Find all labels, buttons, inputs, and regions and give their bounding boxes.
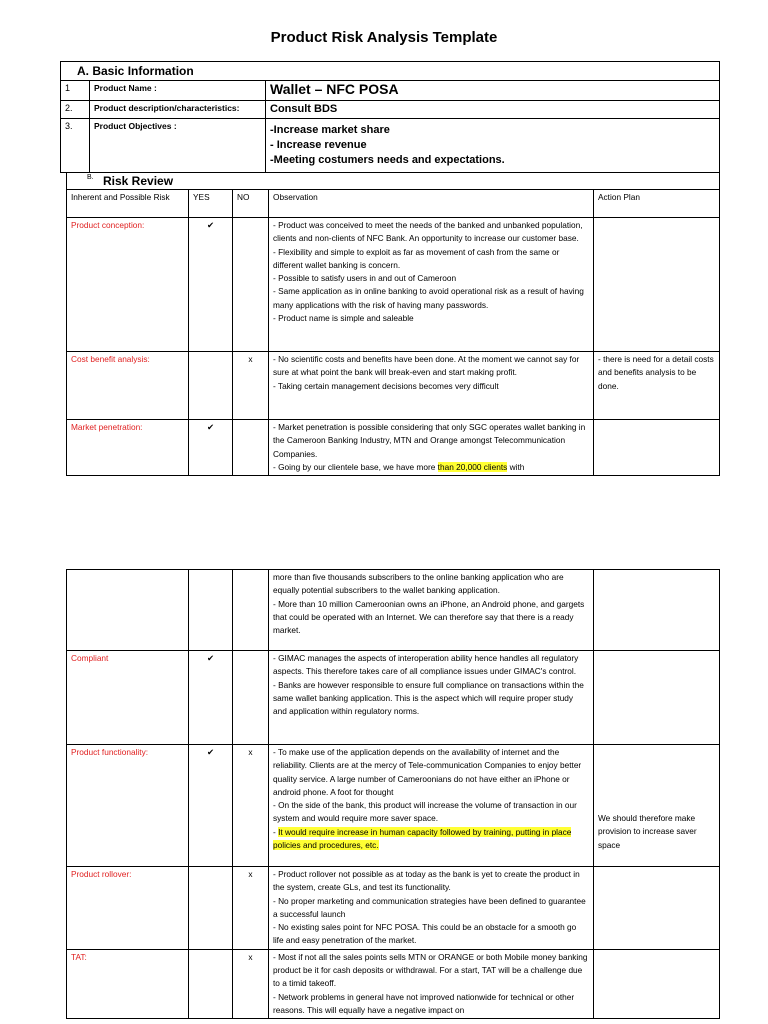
observation (269, 867, 594, 950)
observation-line: - Product rollover not possible as at today as the bank is yet to create the product in the system, create GLs, and test its functionality. (273, 869, 580, 893)
no-mark (233, 218, 269, 352)
observation (269, 570, 594, 651)
yes-checkmark (189, 352, 233, 420)
no-mark: x (233, 867, 269, 950)
risk-name (67, 570, 189, 651)
action-plan (594, 570, 720, 651)
highlighted-text: than 20,000 clients (437, 461, 508, 472)
action-plan (594, 218, 720, 352)
no-mark (233, 570, 269, 651)
table-row (67, 352, 720, 420)
action-plan: We should therefore make provision to increase saver space (594, 745, 720, 867)
observation-line: - More than 10 million Cameroonian owns an iPhone, an Android phone, and gargets that could be operated with an Internet. We can therefore say that there is a ready market. (273, 598, 585, 636)
column-header-no: NO (233, 190, 269, 218)
table-row (67, 218, 720, 352)
action-plan (594, 867, 720, 950)
observation-line: - To make use of the application depends on the availability of internet and the reliability. Clients are at the mercy of Tele-communication Companies to enjoy better quality service. A large number of Cameroonians do not have either an iPhone or android phone. A foot for thought (273, 747, 582, 797)
action-plan (594, 949, 720, 1018)
observation (269, 651, 594, 745)
risk-review-title: Risk Review (103, 174, 174, 188)
section-letter: B. (87, 174, 94, 181)
risk-name: Product functionality: (67, 745, 189, 867)
observation-line: - Flexibility and simple to exploit as far as movement of cash from the same or different wallet banking is concern. (273, 246, 560, 270)
table-row (67, 867, 720, 950)
action-plan: - there is need for a detail costs and benefits analysis to be done. (594, 352, 720, 420)
table-row (67, 651, 720, 745)
risk-name: Product conception: (67, 218, 189, 352)
observation-line: - No scientific costs and benefits have been done. At the moment we cannot say for sure at what point the bank will break-even and start making profit. (273, 354, 580, 378)
observation (269, 420, 594, 476)
yes-checkmark (189, 570, 233, 651)
product-description-value: Consult BDS (266, 101, 720, 119)
observation-line: - Network problems in general have not improved nationwide for technical or other reasons. This will equally have a negative impact on (273, 991, 575, 1015)
observation (269, 745, 594, 867)
table-row (67, 949, 720, 1018)
product-objectives-label: Product Objectives : (90, 119, 266, 173)
action-plan (594, 420, 720, 476)
observation-line: - Taking certain management decisions becomes very difficult (273, 380, 499, 391)
risk-review-header (66, 172, 720, 190)
basic-information-table (60, 61, 720, 173)
yes-checkmark (189, 949, 233, 1018)
no-mark (233, 651, 269, 745)
action-plan (594, 651, 720, 745)
yes-checkmark: ✔ (189, 651, 233, 745)
objective-item: -Meeting costumers needs and expectations. (270, 154, 505, 166)
observation-text: with (507, 461, 525, 472)
yes-checkmark: ✔ (189, 218, 233, 352)
risk-review-table (66, 189, 720, 476)
observation-text: - (273, 826, 279, 837)
observation-line (273, 461, 589, 474)
row-number: 3. (61, 119, 90, 173)
observation-text: - Going by our clientele base, we have more (273, 461, 438, 472)
column-header-observation: Observation (269, 190, 594, 218)
product-name-label: Product Name : (90, 81, 266, 101)
risk-name: Product rollover: (67, 867, 189, 950)
observation-line: more than five thousands subscribers to the online banking application who are equally potential subscribers to the wallet banking application. (273, 572, 564, 596)
risk-name: Cost benefit analysis: (67, 352, 189, 420)
observation-line: - Most if not all the sales points sells MTN or ORANGE or both Mobile money banking product be it for cash deposits or withdrawal. For a start, TAT will be a challenge due to a timid takeoff. (273, 951, 588, 989)
table-row (67, 420, 720, 476)
objective-item: - Increase revenue (270, 139, 367, 151)
column-header-yes: YES (189, 190, 233, 218)
no-mark: x (233, 745, 269, 867)
observation-line: - Same application as in online banking to avoid operational risk as a result of having many applications with the risk of having many passwords. (273, 286, 584, 310)
row-number: 2. (61, 101, 90, 119)
no-mark: x (233, 949, 269, 1018)
observation-line: - On the side of the bank, this product will increase the volume of transaction in our system and would require more saver space. (273, 800, 577, 824)
observation-line: - GIMAC manages the aspects of interoperation ability hence handles all regulatory aspects. This therefore takes care of all compliance issues under GIMAC's control. (273, 653, 579, 677)
observation-line: - Banks are however responsible to ensure full compliance on transactions within the same wallet banking application. This is the aspect which will require proper study and application within regulatory norms. (273, 679, 584, 717)
column-header-risk: Inherent and Possible Risk (67, 190, 189, 218)
observation (269, 352, 594, 420)
risk-name: TAT: (67, 949, 189, 1018)
product-objectives-value (266, 119, 720, 173)
observation (269, 949, 594, 1018)
observation-line: - Product name is simple and saleable (273, 313, 414, 324)
yes-checkmark: ✔ (189, 420, 233, 476)
risk-name: Compliant (67, 651, 189, 745)
no-mark: x (233, 352, 269, 420)
objective-item: -Increase market share (270, 124, 390, 136)
no-mark (233, 420, 269, 476)
observation-line: - No proper marketing and communication strategies have been defined to guarantee a successful launch (273, 895, 586, 919)
basic-information-header: A. Basic Information (61, 62, 720, 81)
observation-line: - Product was conceived to meet the needs of the banked and unbanked population, clients and non-clients of NFC Bank. An opportunity to increase our customer base. (273, 220, 583, 244)
risk-review-table-continued (66, 569, 720, 1019)
highlighted-text: It would require increase in human capacity followed by training, putting in place policies and procedures, etc. (273, 826, 572, 851)
product-name-value: Wallet – NFC POSA (266, 81, 720, 101)
observation-line (273, 826, 589, 853)
column-header-action-plan: Action Plan (594, 190, 720, 218)
table-row (67, 570, 720, 651)
yes-checkmark (189, 867, 233, 950)
risk-name: Market penetration: (67, 420, 189, 476)
observation-line: - Market penetration is possible considering that only SGC operates wallet banking in the Cameroon Banking Industry, MTN and Orange amongst Telecommunication Companies. (273, 422, 586, 459)
table-row (67, 745, 720, 867)
product-description-label: Product description/characteristics: (90, 101, 266, 119)
observation (269, 218, 594, 352)
document-title: Product Risk Analysis Template (270, 29, 498, 46)
observation-line: - No existing sales point for NFC POSA. This could be an obstacle for a smooth go life and easy penetration of the market. (273, 922, 577, 946)
yes-checkmark: ✔ (189, 745, 233, 867)
row-number: 1 (61, 81, 90, 101)
observation-line: - Possible to satisfy users in and out of Cameroon (273, 273, 457, 284)
